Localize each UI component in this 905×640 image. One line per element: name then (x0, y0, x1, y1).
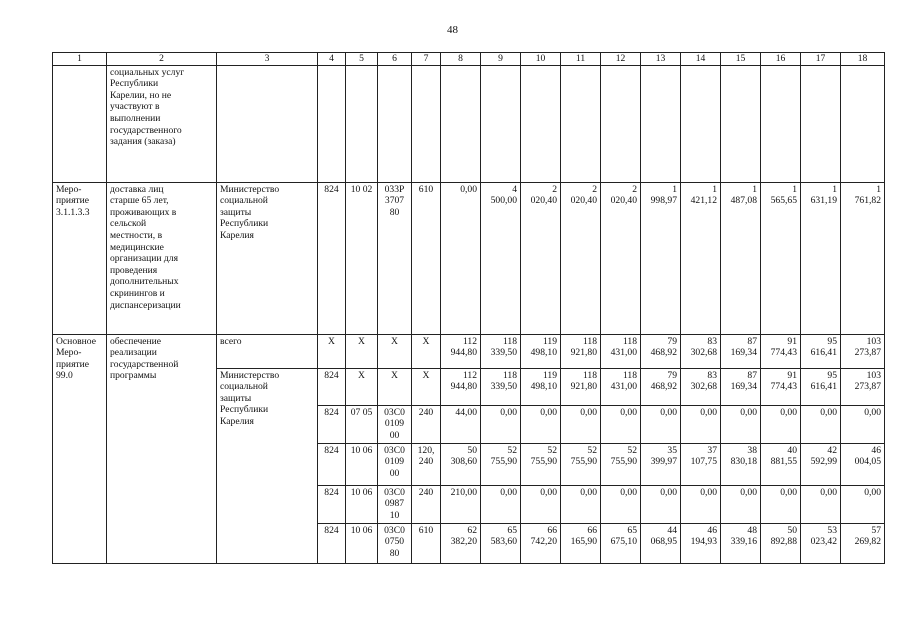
value-cell: 4 500,00 (481, 182, 521, 334)
table-row-total (53, 334, 885, 368)
value-cell: 103 273,87 (841, 368, 885, 405)
value-cell: 83 302,68 (681, 368, 721, 405)
value-cell: 46 194,93 (681, 523, 721, 563)
section-cell: 10 06 (346, 523, 378, 563)
value-cell: 0,00 (521, 485, 561, 523)
value-cell: 0,00 (601, 405, 641, 443)
expense-type-cell: 610 (412, 523, 441, 563)
grbs-cell: 824 (318, 368, 346, 405)
target-article-cell: X (378, 334, 412, 368)
value-cell: 50 892,88 (761, 523, 801, 563)
value-cell: 42 592,99 (801, 443, 841, 485)
section-cell: X (346, 334, 378, 368)
value-cell: 1 631,19 (801, 182, 841, 334)
executor-cell: всего (217, 334, 318, 368)
expense-type-cell: 240 (412, 485, 441, 523)
value-cell: 52 755,90 (521, 443, 561, 485)
header-cell: 14 (681, 53, 721, 66)
value-cell: 0,00 (561, 485, 601, 523)
expense-type-cell: 610 (412, 182, 441, 334)
value-cell: 57 269,82 (841, 523, 885, 563)
header-cell: 4 (318, 53, 346, 66)
table-cell (721, 65, 761, 182)
table-row-measure (53, 182, 885, 334)
value-cell: 37 107,75 (681, 443, 721, 485)
table-cell (217, 65, 318, 182)
header-cell: 17 (801, 53, 841, 66)
value-cell: 87 169,34 (721, 368, 761, 405)
value-cell: 0,00 (641, 405, 681, 443)
executor-cell: Министерство социальной защиты Республики Карелия (217, 368, 318, 563)
header-cell: 13 (641, 53, 681, 66)
value-cell: 65 675,10 (601, 523, 641, 563)
table-cell (318, 65, 346, 182)
value-cell: 91 774,43 (761, 334, 801, 368)
measure-id: Основное Меро- приятие 99.0 (53, 334, 107, 563)
value-cell: 66 165,90 (561, 523, 601, 563)
executor-cell: Министерство социальной защиты Республики Карелия (217, 182, 318, 334)
table-row-continuation (53, 65, 885, 182)
value-cell: 0,00 (801, 485, 841, 523)
table-cell (761, 65, 801, 182)
header-cell: 15 (721, 53, 761, 66)
value-cell: 0,00 (681, 405, 721, 443)
value-cell: 112 944,80 (441, 334, 481, 368)
value-cell: 79 468,92 (641, 334, 681, 368)
value-cell: 52 755,90 (481, 443, 521, 485)
table-cell-description: социальных услуг Республики Карелии, но не участвуют в выполнении государственного задания (заказа) (107, 65, 217, 182)
grbs-cell: 824 (318, 523, 346, 563)
value-cell: 0,00 (761, 485, 801, 523)
value-cell: 0,00 (561, 405, 601, 443)
target-article-cell: 03С0 0109 00 (378, 405, 412, 443)
header-cell: 11 (561, 53, 601, 66)
table-cell (601, 65, 641, 182)
value-cell: 0,00 (681, 485, 721, 523)
value-cell: 66 742,20 (521, 523, 561, 563)
value-cell: 0,00 (441, 182, 481, 334)
value-cell: 118 921,80 (561, 368, 601, 405)
table-cell-description: доставка лиц старше 65 лет, проживающих в сельской местности, в медицинские организации для проведения дополнительных скринингов и диспансеризации (107, 182, 217, 334)
value-cell: 119 498,10 (521, 368, 561, 405)
value-cell: 65 583,60 (481, 523, 521, 563)
value-cell: 2 020,40 (561, 182, 601, 334)
header-cell: 10 (521, 53, 561, 66)
value-cell: 118 339,50 (481, 334, 521, 368)
grbs-cell: 824 (318, 443, 346, 485)
header-cell: 2 (107, 53, 217, 66)
grbs-cell: X (318, 334, 346, 368)
value-cell: 118 921,80 (561, 334, 601, 368)
header-cell: 3 (217, 53, 318, 66)
section-cell: X (346, 368, 378, 405)
value-cell: 52 755,90 (561, 443, 601, 485)
value-cell: 40 881,55 (761, 443, 801, 485)
value-cell: 46 004,05 (841, 443, 885, 485)
value-cell: 0,00 (521, 405, 561, 443)
value-cell: 95 616,41 (801, 368, 841, 405)
value-cell: 48 339,16 (721, 523, 761, 563)
target-article-cell: 03С0 0987 10 (378, 485, 412, 523)
expense-type-cell: 120, 240 (412, 443, 441, 485)
measure-id: Меро- приятие 3.1.1.3.3 (53, 182, 107, 334)
value-cell: 1 761,82 (841, 182, 885, 334)
section-cell: 10 06 (346, 485, 378, 523)
value-cell: 119 498,10 (521, 334, 561, 368)
value-cell: 0,00 (841, 405, 885, 443)
expense-type-cell: 240 (412, 405, 441, 443)
value-cell: 1 565,65 (761, 182, 801, 334)
value-cell: 0,00 (481, 405, 521, 443)
header-cell: 1 (53, 53, 107, 66)
table-cell (681, 65, 721, 182)
value-cell: 50 308,60 (441, 443, 481, 485)
expense-type-cell: X (412, 334, 441, 368)
value-cell: 210,00 (441, 485, 481, 523)
value-cell: 0,00 (841, 485, 885, 523)
budget-table (52, 52, 885, 564)
value-cell: 91 774,43 (761, 368, 801, 405)
header-cell: 9 (481, 53, 521, 66)
table-cell-description: обеспечение реализации государственной программы (107, 334, 217, 563)
value-cell: 118 431,00 (601, 334, 641, 368)
target-article-cell: X (378, 368, 412, 405)
table-cell (801, 65, 841, 182)
expense-type-cell: X (412, 368, 441, 405)
target-article-cell: 033Р 3707 80 (378, 182, 412, 334)
value-cell: 112 944,80 (441, 368, 481, 405)
value-cell: 79 468,92 (641, 368, 681, 405)
column-number-row (53, 53, 885, 66)
table-cell (481, 65, 521, 182)
value-cell: 0,00 (761, 405, 801, 443)
value-cell: 103 273,87 (841, 334, 885, 368)
grbs-cell: 824 (318, 405, 346, 443)
value-cell: 1 998,97 (641, 182, 681, 334)
header-cell: 12 (601, 53, 641, 66)
table-cell (561, 65, 601, 182)
table-cell (53, 65, 107, 182)
value-cell: 1 487,08 (721, 182, 761, 334)
header-cell: 6 (378, 53, 412, 66)
value-cell: 0,00 (641, 485, 681, 523)
value-cell: 0,00 (721, 405, 761, 443)
value-cell: 62 382,20 (441, 523, 481, 563)
table-cell (641, 65, 681, 182)
table-cell (346, 65, 378, 182)
table-cell (441, 65, 481, 182)
table-cell (412, 65, 441, 182)
value-cell: 1 421,12 (681, 182, 721, 334)
target-article-cell: 03С0 0750 80 (378, 523, 412, 563)
value-cell: 2 020,40 (601, 182, 641, 334)
value-cell: 53 023,42 (801, 523, 841, 563)
header-cell: 16 (761, 53, 801, 66)
value-cell: 2 020,40 (521, 182, 561, 334)
value-cell: 87 169,34 (721, 334, 761, 368)
header-cell: 5 (346, 53, 378, 66)
value-cell: 0,00 (601, 485, 641, 523)
value-cell: 0,00 (721, 485, 761, 523)
value-cell: 83 302,68 (681, 334, 721, 368)
table-cell (521, 65, 561, 182)
table-cell (378, 65, 412, 182)
value-cell: 0,00 (801, 405, 841, 443)
value-cell: 38 830,18 (721, 443, 761, 485)
section-cell: 07 05 (346, 405, 378, 443)
grbs-cell: 824 (318, 485, 346, 523)
value-cell: 95 616,41 (801, 334, 841, 368)
page-number: 48 (447, 24, 458, 36)
header-cell: 8 (441, 53, 481, 66)
target-article-cell: 03С0 0109 00 (378, 443, 412, 485)
header-cell: 7 (412, 53, 441, 66)
value-cell: 0,00 (481, 485, 521, 523)
header-cell: 18 (841, 53, 885, 66)
value-cell: 44,00 (441, 405, 481, 443)
section-cell: 10 02 (346, 182, 378, 334)
table-cell (841, 65, 885, 182)
value-cell: 35 399,97 (641, 443, 681, 485)
value-cell: 118 431,00 (601, 368, 641, 405)
grbs-cell: 824 (318, 182, 346, 334)
section-cell: 10 06 (346, 443, 378, 485)
value-cell: 44 068,95 (641, 523, 681, 563)
value-cell: 118 339,50 (481, 368, 521, 405)
value-cell: 52 755,90 (601, 443, 641, 485)
